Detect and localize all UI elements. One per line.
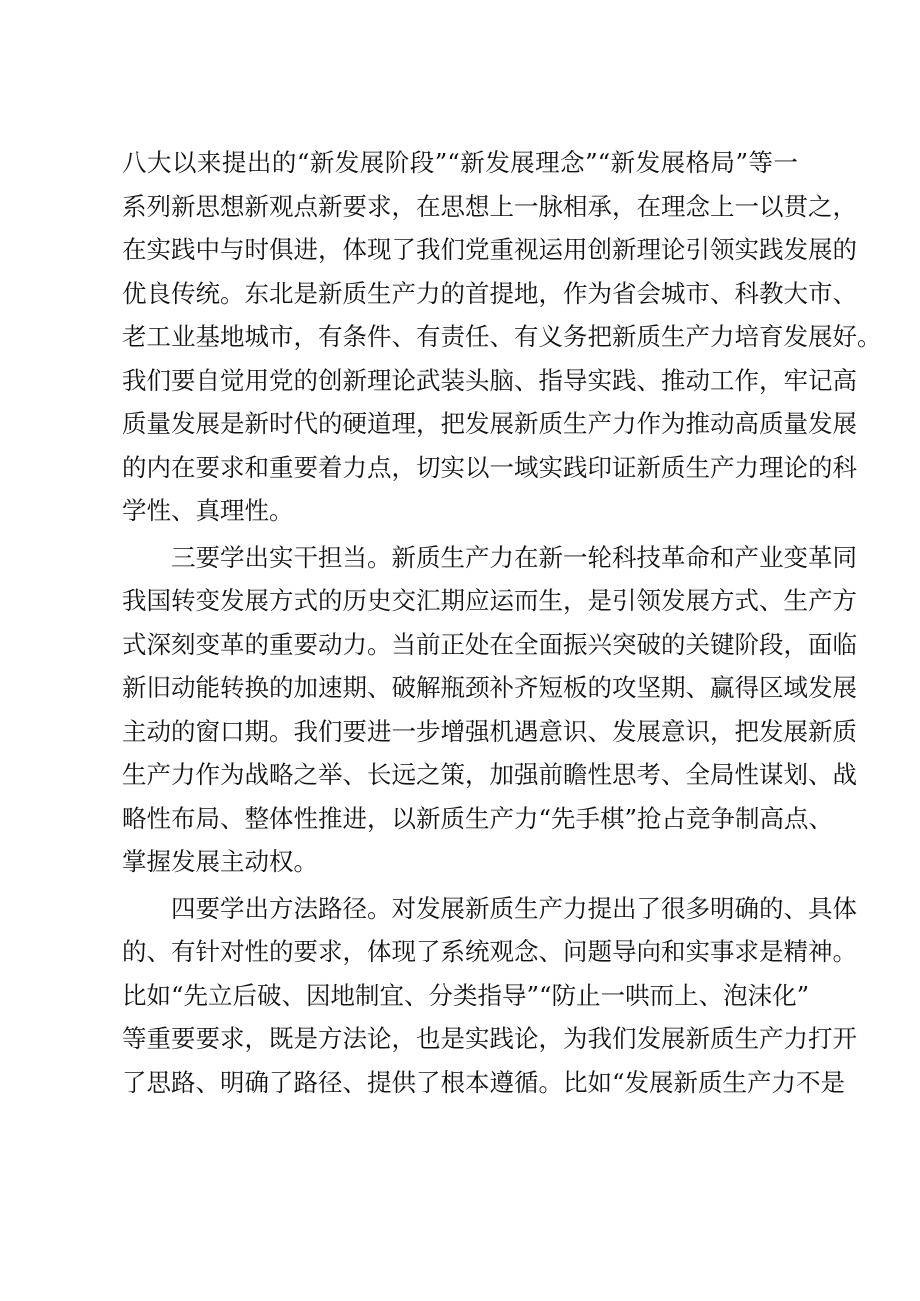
text-line: 优良传统。东北是新质生产力的首提地，作为省会城市、科教大市、	[122, 278, 857, 308]
paragraph-start-line: 四要学出方法路径。对发展新质生产力提出了很多明确的、具体	[171, 893, 857, 923]
text-line: 生产力作为战略之举、长远之策，加强前瞻性思考、全局性谋划、战	[122, 760, 857, 789]
text-line: 我国转变发展方式的历史交汇期应运而生，是引领发展方式、生产方	[122, 586, 857, 615]
text-line: 老工业基地城市，有条件、有责任、有义务把新质生产力培育发展好。	[122, 322, 882, 351]
text-line: 了思路、明确了路径、提供了根本遵循。比如“发展新质生产力不是	[122, 1067, 846, 1097]
text-line: 八大以来提出的“新发展阶段”“新发展理念”“新发展格局”等一	[122, 148, 798, 177]
text-line: 略性布局、整体性推进，以新质生产力“先手棋”抢占竞争制高点、	[122, 803, 834, 833]
text-line: 系列新思想新观点新要求，在思想上一脉相承，在理念上一以贯之，	[122, 191, 857, 221]
text-line: 在实践中与时俱进，体现了我们党重视运用创新理论引领实践发展的	[122, 235, 857, 264]
text-line: 主动的窗口期。我们要进一步增强机遇意识、发展意识，把发展新质	[122, 716, 857, 746]
text-line: 的内在要求和重要着力点，切实以一域实践印证新质生产力理论的科	[122, 452, 857, 482]
text-line: 我们要自觉用党的创新理论武装头脑、指导实践、推动工作，牢记高	[122, 365, 857, 395]
text-line: 式深刻变革的重要动力。当前正处在全面振兴突破的关键阶段，面临	[122, 629, 857, 659]
text-line: 质量发展是新时代的硬道理，把发展新质生产力作为推动高质量发展	[122, 409, 857, 438]
text-line: 新旧动能转换的加速期、破解瓶颈补齐短板的攻坚期、赢得区域发展	[122, 673, 857, 702]
text-line: 的、有针对性的要求，体现了系统观念、问题导向和实事求是精神。	[122, 937, 857, 966]
text-line: 学性、真理性。	[122, 496, 294, 525]
text-line: 比如“先立后破、因地制宜、分类指导”“防止一哄而上、泡沫化”	[122, 980, 810, 1010]
text-line: 掌握发展主动权。	[122, 847, 318, 876]
document-body	[122, 141, 882, 1104]
text-line: 等重要要求，既是方法论，也是实践论，为我们发展新质生产力打开	[122, 1024, 857, 1053]
paragraph-start-line: 三要学出实干担当。新质生产力在新一轮科技革命和产业变革同	[171, 542, 857, 572]
